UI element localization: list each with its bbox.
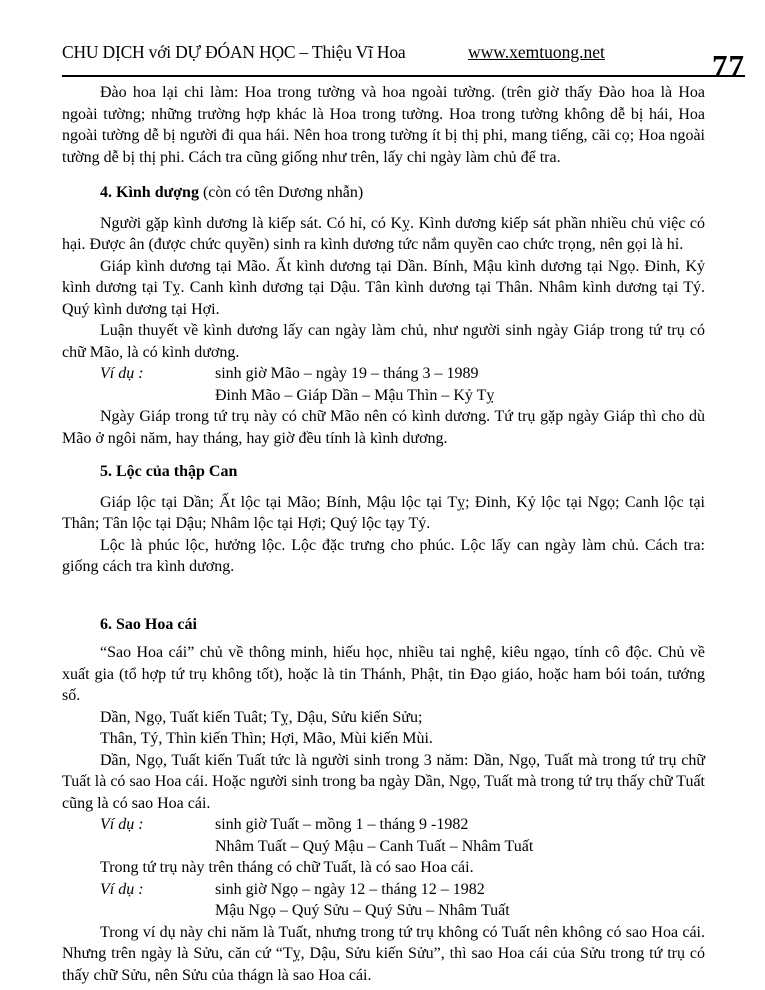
example-3-label: Ví dụ : xyxy=(100,880,144,898)
example-1-row-1 xyxy=(62,363,705,385)
page-header xyxy=(0,0,765,83)
paragraph-hoa-cai-intro: “Sao Hoa cái” chủ về thông minh, hiếu học, nhiều tai nghệ, kiêu ngạo, tính cô độc. Chủ về xuất gia (tổ hợp tứ trụ không tốt), hoặc là tin Thánh, Phật, tin Đạo giáo, hoặc ham bói toán, tướng số. xyxy=(62,644,705,704)
example-1-row-2 xyxy=(62,385,705,407)
page-body xyxy=(62,82,705,986)
section-4-title: 4. Kình dượng xyxy=(100,184,199,201)
header-divider xyxy=(62,75,745,77)
example-2-line-2: Nhâm Tuất – Quý Mậu – Canh Tuất – Nhâm Tuất xyxy=(215,837,534,855)
line-hoa-cai-rule-2: Thân, Tý, Thìn kiến Thìn; Hợi, Mão, Mùi kiến Mùi. xyxy=(100,730,433,747)
paragraph-hoa-cai-conclusion: Trong ví dụ này chi năm là Tuất, nhưng trong tứ trụ không có Tuất nên không có sao Hoa cái. Nhưng trên ngày là Sửu, căn cứ “Tỵ, Dậu, Sửu kiến Sửu”, thì sao Hoa cái của Sửu trong tứ trụ có thấy chữ Sửu, nên Sửu của thágn là sao Hoa cái. xyxy=(62,923,705,984)
section-4-subtitle: (còn có tên Dương nhẫn) xyxy=(198,184,364,201)
paragraph-kinh-duong-conclusion: Ngày Giáp trong tứ trụ này có chữ Mão nên có kình dương. Tứ trụ gặp ngày Giáp thì cho dù Mão ở ngôi năm, hay tháng, hay giờ đều tính là kình dương. xyxy=(62,408,705,447)
paragraph-loc-meaning: Lộc là phúc lộc, hưởng lộc. Lộc đặc trưng cho phúc. Lộc lấy can ngày làm chủ. Cách tra: giống cách tra kình dương. xyxy=(62,536,705,575)
section-5-title: 5. Lộc của thập Can xyxy=(100,463,238,480)
section-6-title: 6. Sao Hoa cái xyxy=(100,615,197,633)
paragraph-kinh-duong-table: Giáp kình dương tại Mão. Ất kình dương tại Dần. Bính, Mậu kình dương tại Ngọ. Đinh, Kỷ kình dương tại Tỵ. Canh kình dương tại Dậu. Tân kình dương tại Thân. Nhâm kình dương tại Tý. Quý kình dương tại Hợi. xyxy=(62,257,705,318)
website-link[interactable]: www.xemtuong.net xyxy=(468,41,605,62)
example-2-line-1: sinh giờ Tuất – mồng 1 – tháng 9 -1982 xyxy=(215,816,469,833)
example-2-row-2 xyxy=(62,836,705,858)
section-heading-5 xyxy=(62,461,705,483)
line-hoa-cai-rule-1: Dần, Ngọ, Tuất kiến Tuât; Tỵ, Dậu, Sửu kiến Sửu; xyxy=(100,708,423,726)
section-heading-6 xyxy=(62,614,705,636)
page-number: 77 xyxy=(712,47,745,83)
example-3-row-1 xyxy=(62,879,705,901)
example-3-line-2: Mậu Ngọ – Quý Sửu – Quý Sửu – Nhâm Tuất xyxy=(215,902,510,919)
book-title: CHU DỊCH với DỰ ĐÓAN HỌC – Thiệu Vĩ Hoa xyxy=(62,41,406,62)
paragraph-hoa-cai-explanation: Dần, Ngọ, Tuất kiến Tuất tức là người sinh trong 3 năm: Dần, Ngọ, Tuất mà trong tứ trụ chữ Tuất là có sao Hoa cái. Hoặc người sinh trong ba ngày Dần, Ngọ, Tuất mà trong tứ trụ thấy chữ Tuất cũng là có sao Hoa cái. xyxy=(62,751,705,812)
example-2-label: Ví dụ : xyxy=(100,816,144,833)
section-heading-4 xyxy=(62,182,705,204)
example-1-line-2: Đinh Mão – Giáp Dần – Mậu Thìn – Kỷ Tỵ xyxy=(215,386,495,404)
example-3-row-2 xyxy=(62,900,705,922)
paragraph-dao-hoa: Đào hoa lại chi làm: Hoa trong tường và hoa ngoài tường. (trên giờ thấy Đào hoa là Hoa ngoài tường; những trường hợp khác là Hoa trong tường. Hoa trong tường không dễ bị hái, Hoa ngoài tường dễ bị người đi qua hái. Nên hoa trong tường ít bị thị phi, mang tiếng, cãi cọ; Hoa ngoài tường dễ bị thị phi. Cách tra cũng giống như trên, lấy chi ngày làm chủ để tra. xyxy=(62,84,705,166)
paragraph-kinh-duong-rule: Luận thuyết về kình dương lấy can ngày làm chủ, như người sinh ngày Giáp trong tứ trụ có chữ Mão, là có kình dương. xyxy=(62,322,705,361)
line-example-2-conclusion: Trong tứ trụ này trên tháng có chữ Tuất, là có sao Hoa cái. xyxy=(100,859,474,876)
example-3-line-1: sinh giờ Ngọ – ngày 12 – tháng 12 – 1982 xyxy=(215,880,485,898)
example-2-row-1 xyxy=(62,814,705,836)
paragraph-loc-table: Giáp lộc tại Dần; Ất lộc tại Mão; Bính, Mậu lộc tại Tỵ; Đinh, Kỷ lộc tại Ngọ; Canh lộc tại Thân; Tân lộc tại Dậu; Nhâm lộc tại Hợi; Quý lộc tạy Tý. xyxy=(62,493,705,532)
paragraph-kinh-duong-intro: Người gặp kình dương là kiếp sát. Có hỉ, có Kỵ. Kình dương kiếp sát phần nhiều chủ việc có hại. Được ân (được chức quyền) sinh ra kình dương tức nắm quyền cao chức trọng, nên gọi là hỉ. xyxy=(62,214,705,253)
example-1-label: Ví dụ : xyxy=(100,365,144,382)
example-1-line-1: sinh giờ Mão – ngày 19 – tháng 3 – 1989 xyxy=(215,365,479,382)
